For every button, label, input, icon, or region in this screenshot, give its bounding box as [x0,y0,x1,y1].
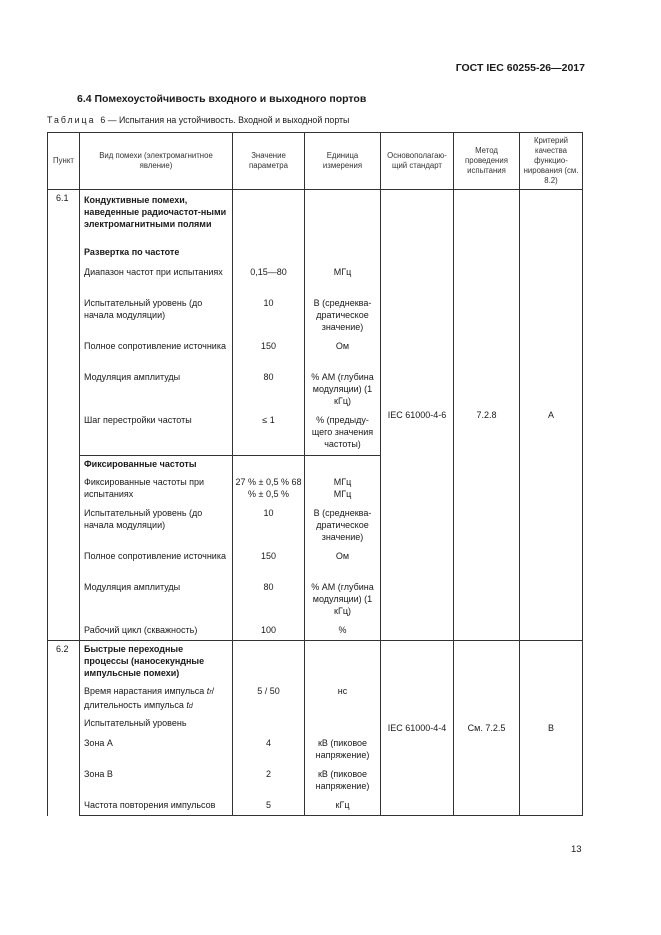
parameter-unit: МГц МГц [305,474,381,505]
parameter-unit: В (среднеква-дратическое значение) [305,295,381,338]
duration-subscript: d [188,703,193,710]
table-header-row [48,133,583,190]
parameter-value: 5 [233,797,305,816]
parameter-name: Фиксированные частоты при испытаниях [80,474,233,505]
test-method: 7.2.8 [454,190,520,641]
empty-cell [233,190,305,245]
parameter-name: Модуляция амплитуды [80,579,233,622]
parameter-name: Испытательный уровень (до начала модуляции) [80,295,233,338]
performance-criterion: А [520,190,583,641]
parameter-name: Испытательный уровень (до начала модуляции) [80,505,233,548]
col-header-item: Пункт [48,133,80,190]
parameter-value: 80 [233,579,305,622]
parameter-unit: кВ (пиковое напряжение) [305,735,381,766]
parameter-value: ≤ 1 [233,412,305,456]
parameter-unit: нс [305,683,381,715]
parameter-unit: В (среднеква-дратическое значение) [305,505,381,548]
disturbance-title: Кондуктивные помехи, наведенные радиочастот-ными электромагнитными полями [80,190,233,245]
parameter-unit: Ом [305,548,381,579]
immunity-test-table [47,132,583,816]
parameter-value: 5 / 50 [233,683,305,715]
rise-label-b: /длительность импульса [84,686,215,710]
col-header-disturbance: Вид помехи (электромагнитное явление) [80,133,233,190]
parameter-unit: % АМ (глубина модуляции) (1 кГц) [305,579,381,622]
parameter-value: 150 [233,338,305,369]
col-header-standard: Основополагаю-щий стандарт [381,133,454,190]
parameter-value: 4 [233,735,305,766]
basic-standard: IEC 61000-4-4 [381,641,454,816]
parameter-unit: % (предыду-щего значения частоты) [305,412,381,456]
parameter-unit: % [305,622,381,641]
performance-criterion: В [520,641,583,816]
item-number: 6.2 [48,641,80,816]
parameter-value: 150 [233,548,305,579]
basic-standard: IEC 61000-4-6 [381,190,454,641]
parameter-name: Зона А [80,735,233,766]
col-header-value: Значение параметра [233,133,305,190]
parameter-value: 0,15—80 [233,264,305,295]
empty-cell [233,244,305,264]
parameter-name: Шаг перестройки частоты [80,412,233,456]
empty-cell [233,641,305,684]
col-header-criterion: Критерий качества функцио-нирования (см. 8.2) [520,133,583,190]
parameter-unit: кВ (пиковое напряжение) [305,766,381,797]
parameter-name: Полное сопротивление источника [80,548,233,579]
rise-label-a: Время нарастания импульса [84,686,207,696]
parameter-unit: Ом [305,338,381,369]
parameter-name: Зона В [80,766,233,797]
table-caption [47,115,349,125]
empty-cell [305,456,381,475]
subgroup-title: Фиксированные частоты [80,456,233,475]
document-header: ГОСТ IEC 60255-26—2017 [455,62,585,74]
parameter-value: 80 [233,369,305,412]
parameter-value: 10 [233,505,305,548]
parameter-unit: % АМ (глубина модуляции) (1 кГц) [305,369,381,412]
rise-time-symbol: t [206,686,210,696]
disturbance-title: Быстрые переходные процессы (наносекундные импульсные помехи) [80,641,233,684]
empty-cell [305,244,381,264]
subgroup-title: Развертка по частоте [80,244,233,264]
col-header-unit: Единица измерения [305,133,381,190]
caption-text: 6 — Испытания на устойчивость. Входной и выходной порты [100,115,350,125]
empty-cell [233,456,305,475]
duration-symbol: t [186,700,189,710]
item-number: 6.1 [48,190,80,641]
caption-prefix: Таблица [47,115,96,125]
table-row [48,641,583,684]
rise-time-subscript: r [209,689,212,696]
parameter-name: Диапазон частот при испытаниях [80,264,233,295]
empty-cell [305,715,381,735]
page-number: 13 [571,844,582,855]
parameter-name: Полное сопротивление источника [80,338,233,369]
parameter-unit: кГц [305,797,381,816]
parameter-name [80,683,233,715]
parameter-unit: МГц [305,264,381,295]
parameter-name: Модуляция амплитуды [80,369,233,412]
table-row [48,190,583,245]
section-title: 6.4 Помехоустойчивость входного и выходного портов [77,93,367,105]
parameter-name: Рабочий цикл (скважность) [80,622,233,641]
test-method: См. 7.2.5 [454,641,520,816]
parameter-value: 100 [233,622,305,641]
parameter-name: Частота повторения импульсов [80,797,233,816]
parameter-value: 2 [233,766,305,797]
col-header-method: Метод проведения испытания [454,133,520,190]
parameter-value: 27 % ± 0,5 % 68 % ± 0,5 % [233,474,305,505]
parameter-name: Испытательный уровень [80,715,233,735]
empty-cell [305,190,381,245]
parameter-value: 10 [233,295,305,338]
empty-cell [305,641,381,684]
empty-cell [233,715,305,735]
